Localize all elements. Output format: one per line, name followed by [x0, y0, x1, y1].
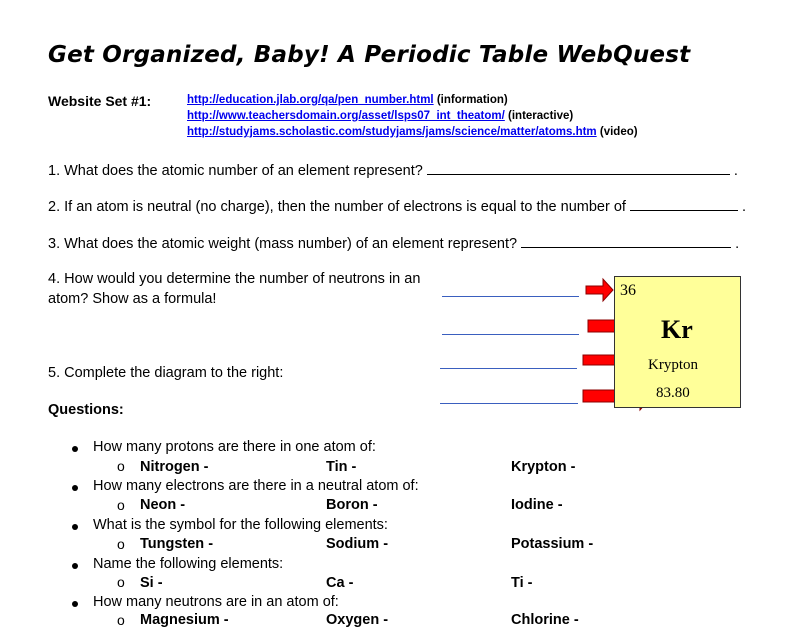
- bullet-1-item-3: Krypton -: [511, 459, 576, 475]
- bullet-2-item-1: Neon -: [140, 497, 186, 513]
- bullet-4-item-1: Si -: [140, 575, 163, 591]
- question-2-text: 2. If an atom is neutral (no charge), then the number of electrons is equal to the number of: [48, 199, 626, 215]
- bullet-icon: [72, 563, 78, 569]
- bullet-5-item-2: Oxygen -: [326, 612, 389, 628]
- bullet-2-item-3: Iodine -: [511, 497, 563, 513]
- bullet-icon: [72, 601, 78, 607]
- sub-bullet-icon: o: [117, 536, 125, 552]
- sub-bullet-icon: o: [117, 458, 125, 474]
- bullet-2-item-2: Boron -: [326, 497, 378, 513]
- link-video[interactable]: http://studyjams.scholastic.com/studyjams/jams/science/matter/atoms.htm: [187, 126, 597, 138]
- atomic-number: 36: [620, 282, 636, 299]
- period: .: [733, 163, 738, 179]
- questions-heading: Questions:: [48, 402, 124, 418]
- element-name: Krypton: [648, 357, 698, 373]
- question-4-line-2: atom? Show as a formula!: [48, 291, 217, 307]
- question-1-text: 1. What does the atomic number of an element represent?: [48, 163, 423, 179]
- bullet-4-item-3: Ti -: [511, 575, 533, 591]
- sub-bullet-icon: o: [117, 612, 125, 628]
- bullet-icon: [72, 485, 78, 491]
- arrow-icon: [586, 279, 613, 301]
- element-tile: [614, 276, 741, 408]
- bullet-3-item-1: Tungsten -: [140, 536, 214, 552]
- sub-bullet-icon: o: [117, 497, 125, 513]
- website-set-label: Website Set #1:: [48, 93, 152, 109]
- bullet-4-item-2: Ca -: [326, 575, 354, 591]
- link-information[interactable]: http://education.jlab.org/qa/pen_number.html: [187, 94, 434, 106]
- link-interactive[interactable]: http://www.teachersdomain.org/asset/lsps07_int_theatom/: [187, 110, 505, 122]
- bullet-5-item-1: Magnesium -: [140, 612, 229, 628]
- bullet-1-item-1: Nitrogen -: [140, 459, 209, 475]
- bullet-2-text: How many electrons are there in a neutral atom of:: [93, 478, 419, 494]
- link-note: (video): [599, 126, 638, 138]
- bullet-icon: [72, 524, 78, 530]
- bullet-5-item-3: Chlorine -: [511, 612, 579, 628]
- atomic-mass: 83.80: [656, 385, 690, 401]
- bullet-1-text: How many protons are there in one atom of:: [93, 439, 376, 455]
- bullet-5-text: How many neutrons are in an atom of:: [93, 594, 339, 610]
- question-4-line-1: 4. How would you determine the number of neutrons in an: [48, 271, 421, 287]
- page-title: Get Organized, Baby! A Periodic Table WebQuest: [48, 42, 691, 68]
- bullet-1-item-2: Tin -: [326, 459, 357, 475]
- link-note: (interactive): [508, 110, 574, 122]
- bullet-3-item-3: Potassium -: [511, 536, 594, 552]
- question-3-text: 3. What does the atomic weight (mass number) of an element represent?: [48, 236, 518, 252]
- period: .: [735, 236, 740, 252]
- bullet-3-item-2: Sodium -: [326, 536, 389, 552]
- period: .: [741, 199, 747, 215]
- element-symbol: Kr: [661, 315, 693, 344]
- link-note: (information): [436, 94, 508, 106]
- bullet-3-text: What is the symbol for the following elements:: [93, 517, 388, 533]
- bullet-icon: [72, 446, 78, 452]
- question-5: 5. Complete the diagram to the right:: [48, 365, 284, 381]
- sub-bullet-icon: o: [117, 574, 125, 590]
- bullet-4-text: Name the following elements:: [93, 556, 284, 572]
